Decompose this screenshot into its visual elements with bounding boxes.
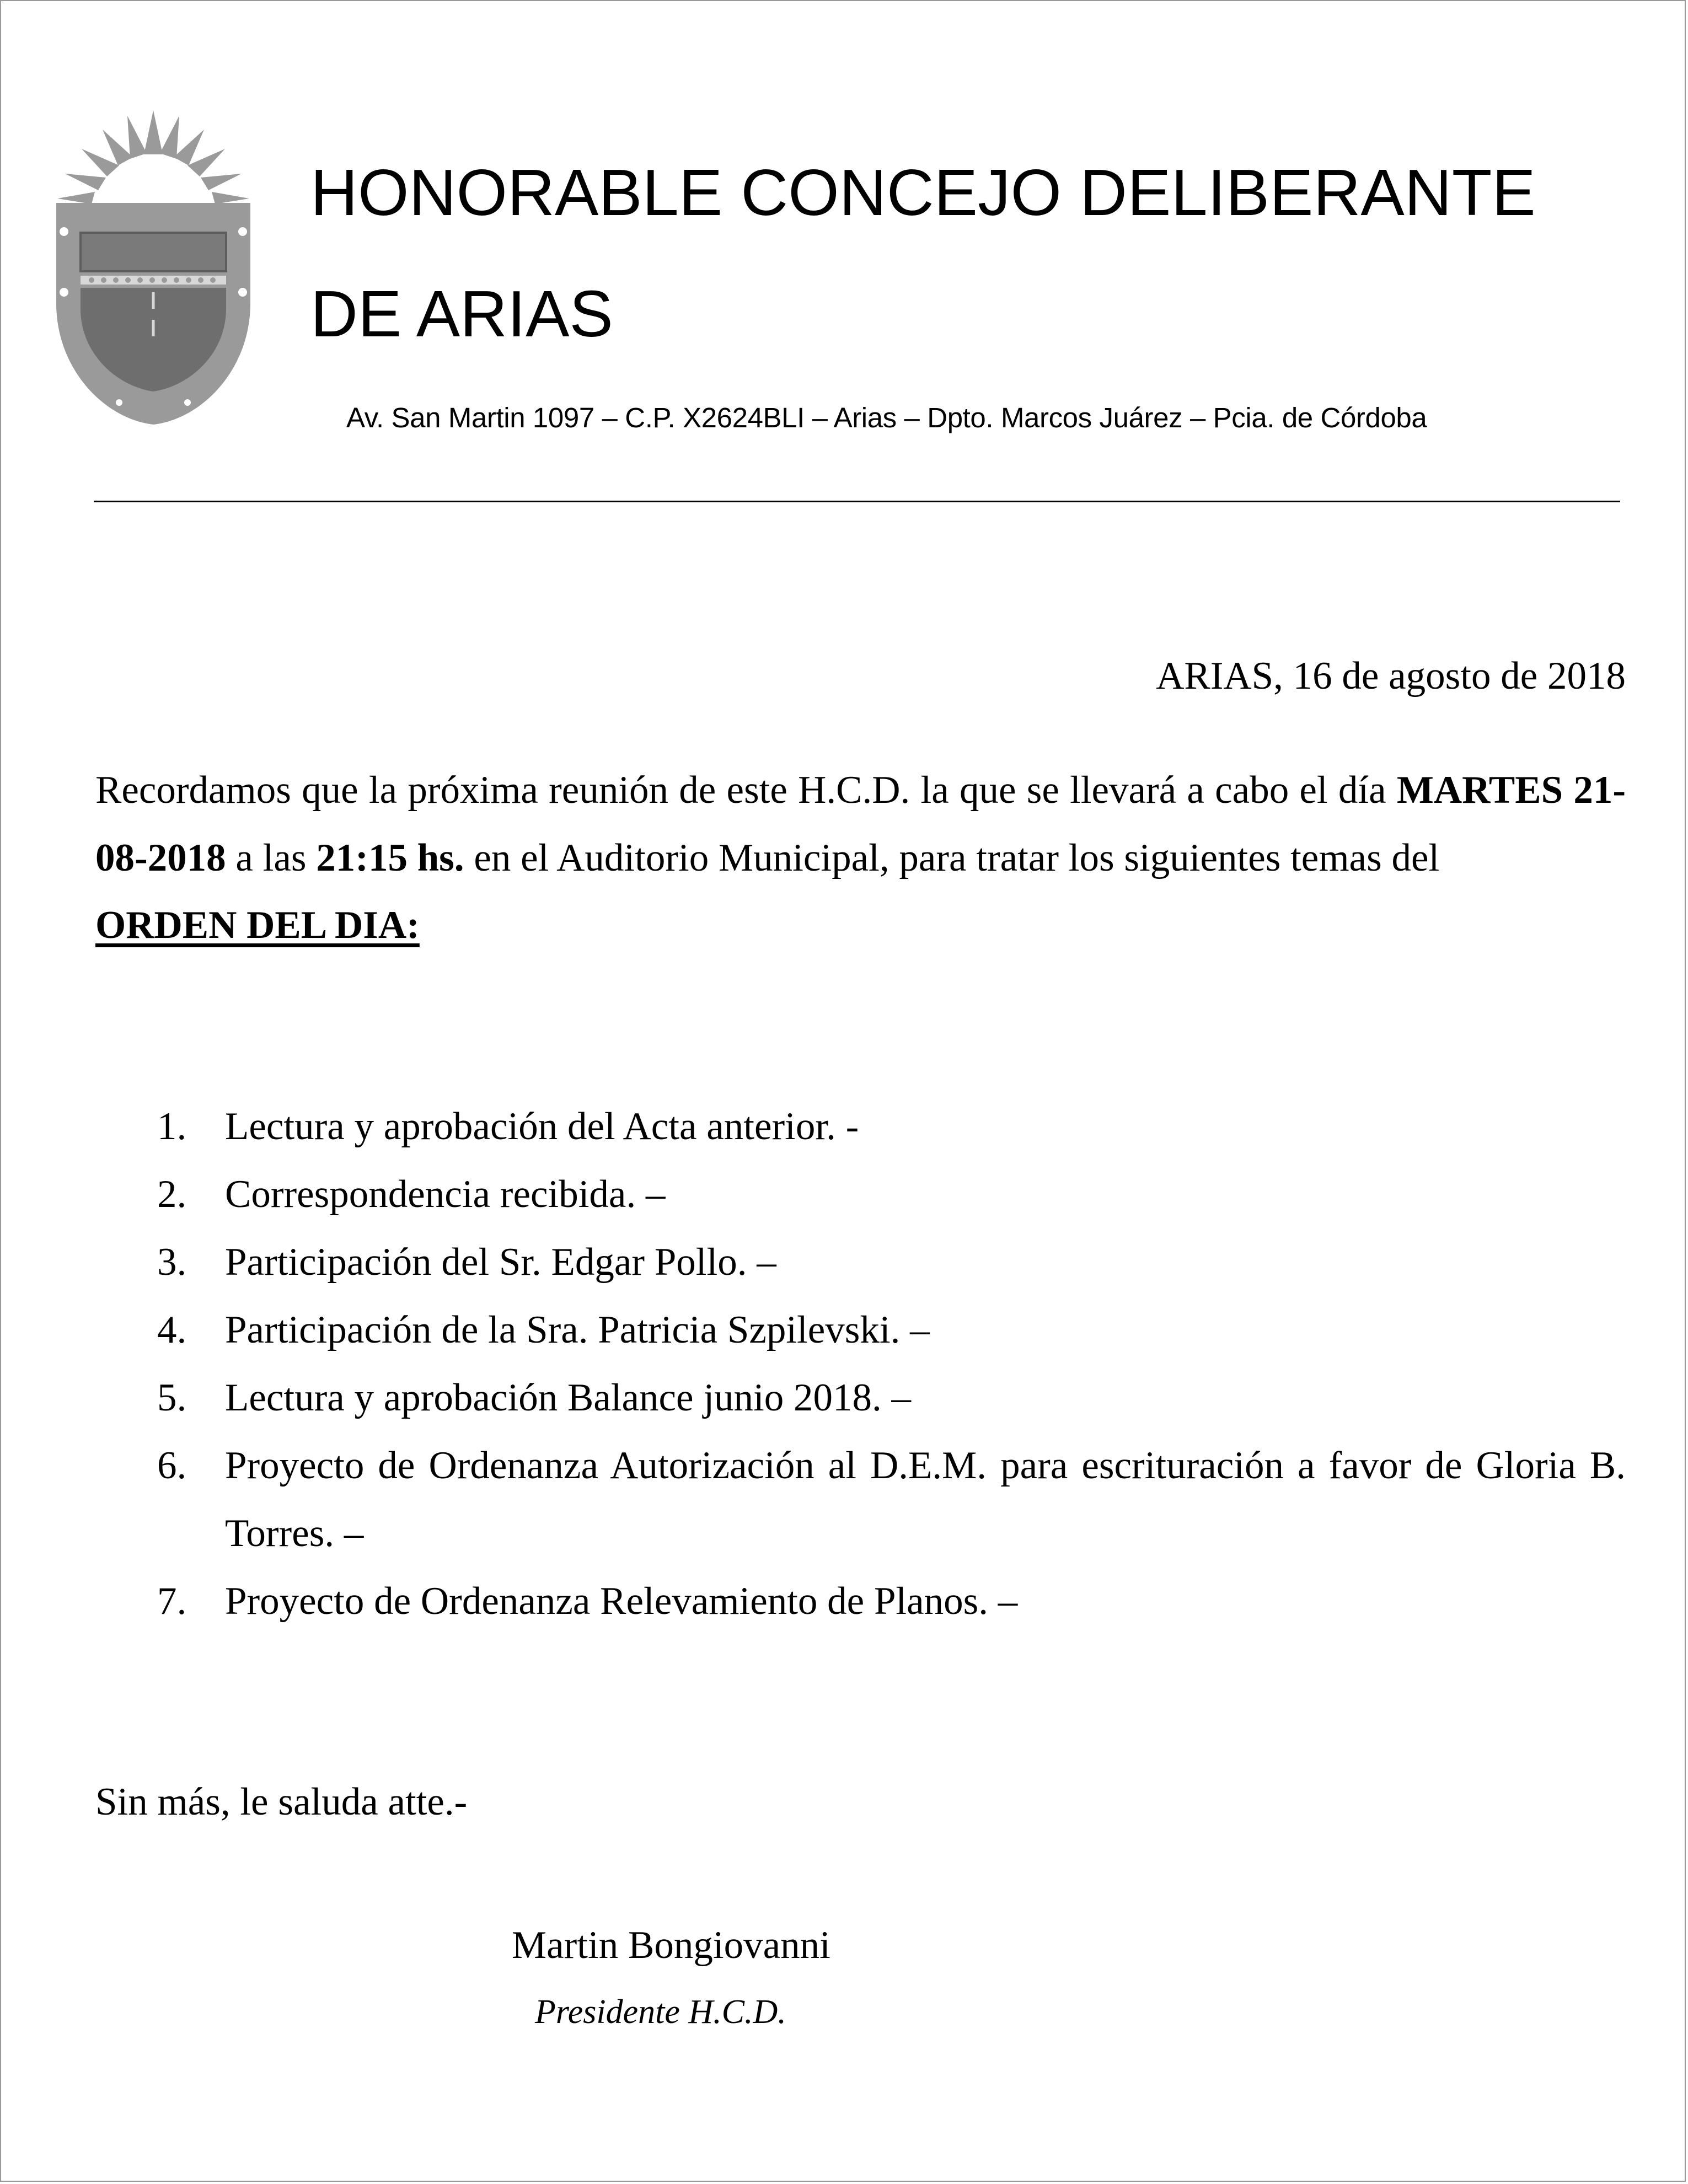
agenda-item-text: Correspondencia recibida. –: [225, 1173, 666, 1216]
agenda-item: [0, 1568, 1688, 1635]
municipal-crest-icon: [53, 110, 254, 425]
intro-paragraph: [95, 756, 1626, 892]
agenda-item-number: 1.: [157, 1105, 187, 1148]
intro-meeting-day: MARTES 21-08-2018: [95, 769, 1626, 879]
agenda-item-number: 7.: [157, 1580, 187, 1623]
intro-meeting-time: 21:15 hs.: [316, 836, 464, 879]
agenda-item-number: 4.: [157, 1308, 187, 1351]
header-address: Av. San Martin 1097 – C.P. X2624BLI – Arias – Dpto. Marcos Juárez – Pcia. de Córdoba: [346, 402, 1427, 433]
agenda-item-number: 5.: [157, 1376, 187, 1419]
agenda-item: [0, 1161, 1688, 1228]
intro-text-1: Recordamos que la próxima reunión de este H.C.D. la que se llevará a cabo el día: [95, 769, 1397, 812]
closing-line: Sin más, le saluda atte.-: [95, 1780, 468, 1823]
signer-name: Martin Bongiovanni: [512, 1924, 830, 1967]
agenda-item: [0, 1228, 1688, 1296]
agenda-item-text: Proyecto de Ordenanza Autorización al D.E.M. para escrituración a favor de Gloria B. Torres. –: [225, 1444, 1626, 1555]
letter-date: ARIAS, 16 de agosto de 2018: [1156, 654, 1626, 697]
agenda-item-text: Lectura y aprobación del Acta anterior. -: [225, 1105, 859, 1148]
agenda-item-number: 3.: [157, 1241, 187, 1284]
signer-title: Presidente H.C.D.: [535, 1993, 786, 2031]
agenda-item: [0, 1364, 1688, 1432]
header-title-line2: DE ARIAS: [310, 277, 613, 351]
agenda-item-text: Proyecto de Ordenanza Relevamiento de Planos. –: [225, 1580, 1018, 1623]
agenda-item-number: 2.: [157, 1173, 187, 1216]
intro-text-3: en el Auditorio Municipal, para tratar los siguientes temas del: [464, 836, 1440, 879]
header-title-line1: HONORABLE CONCEJO DELIBERANTE: [310, 156, 1536, 229]
agenda-item: [0, 1432, 1688, 1568]
agenda-item-number: 6.: [157, 1444, 187, 1487]
agenda-item-text: Lectura y aprobación Balance junio 2018. –: [225, 1376, 912, 1419]
agenda-item-text: Participación del Sr. Edgar Pollo. –: [225, 1241, 776, 1284]
agenda-item: [0, 1296, 1688, 1364]
agenda-item-text: Participación de la Sra. Patricia Szpilevski. –: [225, 1308, 930, 1351]
agenda-item: [0, 1093, 1688, 1161]
agenda-list: [0, 1093, 1688, 1635]
header-divider: [94, 501, 1620, 502]
intro-text-2: a las: [226, 836, 317, 879]
agenda-heading: ORDEN DEL DIA:: [95, 904, 420, 947]
